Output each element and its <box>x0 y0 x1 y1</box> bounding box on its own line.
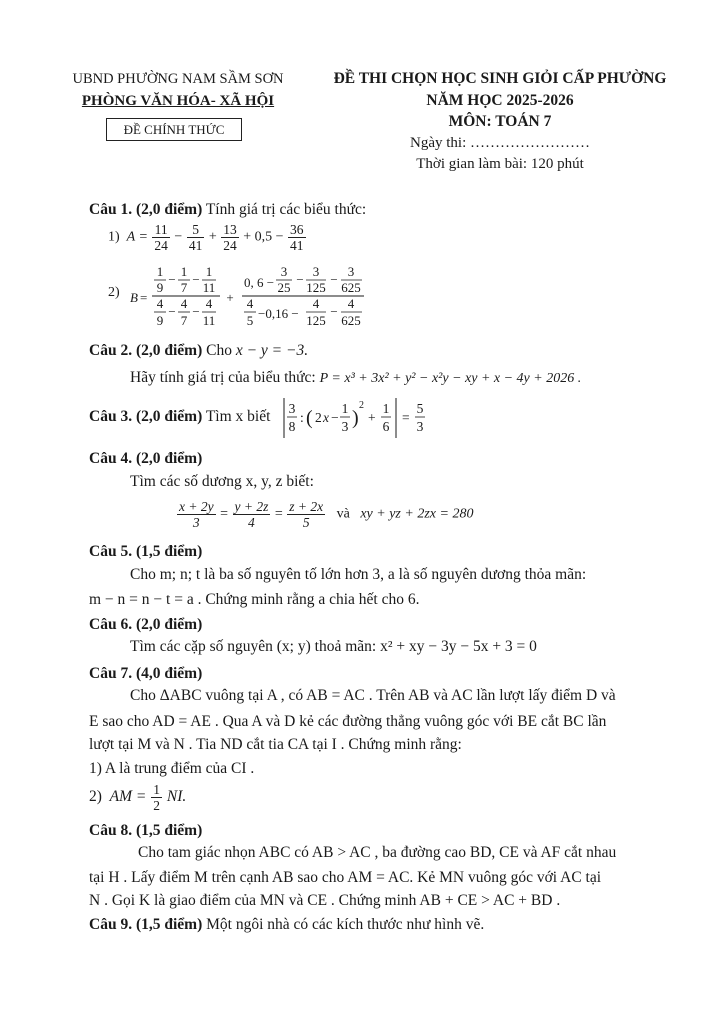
svg-text:1: 1 <box>180 264 188 279</box>
subject: MÔN: TOÁN 7 <box>448 113 552 130</box>
question-5-line-2: m − n = n − t = a . Chứng minh rằng a chia hết cho 6. <box>89 591 420 608</box>
question-2-text: Cho <box>206 342 232 359</box>
fraction: $\frac{x + 2y}{3}$ <box>179 499 214 530</box>
svg-text:3: 3 <box>288 401 296 416</box>
svg-text:0, 6 −: 0, 6 − <box>244 275 275 290</box>
school-year: NĂM HỌC 2025-2026 <box>426 91 574 109</box>
svg-text:25: 25 <box>277 280 291 295</box>
official-label: ĐỀ CHÍNH THỨC <box>106 118 242 141</box>
svg-text:1: 1 <box>205 264 213 279</box>
svg-text:4: 4 <box>205 296 213 311</box>
question-6-heading <box>89 614 669 636</box>
question-5-title: Câu 5. (1,5 điểm) <box>89 543 203 560</box>
svg-text:1: 1 <box>382 401 390 416</box>
question-9-text: Một ngôi nhà có các kích thước như hình vẽ. <box>206 916 485 933</box>
svg-text:−: − <box>168 272 176 287</box>
svg-text:2: 2 <box>315 410 322 425</box>
svg-text:−: − <box>330 304 338 319</box>
svg-text:+: + <box>226 290 234 305</box>
exam-date: Ngày thi: …………………… <box>410 134 590 151</box>
svg-text:−: − <box>192 304 200 319</box>
header-left <box>58 68 298 112</box>
question-7-heading <box>89 663 669 685</box>
svg-text:): ) <box>352 407 359 429</box>
question-7-part-2: 2) AM = $\frac{1}{2}$ NI. <box>89 782 187 813</box>
question-2-line-2: Hãy tính giá trị của biểu thức: P = x³ + 3x² + y² − x²y − xy + x − 4y + 2026 . <box>130 369 582 386</box>
question-2-title: Câu 2. (2,0 điểm) <box>89 342 203 359</box>
duration: Thời gian làm bài: 120 phút <box>416 156 584 172</box>
svg-text:11: 11 <box>202 280 216 295</box>
fraction: $\frac{11}{24}$ <box>154 222 168 253</box>
svg-text:3: 3 <box>416 419 424 434</box>
svg-text:−: − <box>330 272 338 287</box>
fraction: $\frac{5}{41}$ <box>188 222 203 253</box>
expr-label: A = <box>126 229 148 245</box>
question-7-part-1: 1) A là trung điểm của CI . <box>89 760 255 777</box>
svg-text:2: 2 <box>359 400 364 411</box>
b-label: B <box>130 290 138 305</box>
question-2-condition: x − y = −3. <box>235 342 309 359</box>
question-1-part-1: 1) A = $\frac{11}{24}$ − $\frac{5}{41}$ + $\frac{13}{24}$ + 0,5 − $\frac{36}{41}$ <box>108 222 304 253</box>
svg-text:+: + <box>368 410 376 425</box>
svg-text:125: 125 <box>306 280 326 295</box>
question-5-heading <box>89 541 669 563</box>
department-name: PHÒNG VĂN HÓA- XÃ HỘI <box>81 93 275 109</box>
svg-text:−0,16 −: −0,16 − <box>258 306 299 321</box>
svg-text:11: 11 <box>202 313 216 328</box>
svg-text:3: 3 <box>280 264 288 279</box>
svg-text:5: 5 <box>416 401 424 416</box>
question-7-title: Câu 7. (4,0 điểm) <box>89 665 203 682</box>
question-6-line-1: Tìm các cặp số nguyên (x; y) thoả mãn: x² + xy − 3y − 5x + 3 = 0 <box>130 638 537 655</box>
fraction: $\frac{36}{41}$ <box>290 222 304 253</box>
svg-text:4: 4 <box>347 296 355 311</box>
question-1-heading <box>89 199 669 221</box>
svg-text:125: 125 <box>306 313 326 328</box>
svg-text:6: 6 <box>382 419 390 434</box>
question-3-title: Câu 3. (2,0 điểm) <box>89 408 203 425</box>
svg-text:−: − <box>296 272 304 287</box>
fraction: $\frac{z + 2x}{5}$ <box>289 499 324 530</box>
svg-text:−: − <box>168 304 176 319</box>
equation-q3 <box>282 396 432 442</box>
svg-text:1: 1 <box>341 401 349 416</box>
svg-text:−: − <box>331 410 339 425</box>
question-1-part-2-label: 2) <box>108 285 120 300</box>
question-8-line-3: N . Gọi K là giao điểm của MN và CE . Chứng minh AB + CE > AC + BD . <box>89 892 561 909</box>
question-9-title: Câu 9. (1,5 điểm) <box>89 916 203 933</box>
svg-text:9: 9 <box>156 280 164 295</box>
svg-text:=: = <box>140 290 148 305</box>
question-7-line-2: E sao cho AD = AE . Qua A và D kẻ các đường thẳng vuông góc với BE cắt BC lần <box>89 713 607 730</box>
svg-text:−: − <box>192 272 200 287</box>
svg-text::: : <box>300 410 304 425</box>
svg-text:9: 9 <box>156 313 164 328</box>
svg-text:3: 3 <box>312 264 320 279</box>
question-4-equations: $\frac{x + 2y}{3}$ = $\frac{y + 2z}{4}$ = $\frac{z + 2x}{5}$ và xy + yz + 2zx = 280 <box>179 499 474 530</box>
svg-text:4: 4 <box>180 296 188 311</box>
question-4-text: Tìm các số dương x, y, z biết: <box>130 473 314 490</box>
question-8-title: Câu 8. (1,5 điểm) <box>89 822 203 839</box>
question-6-title: Câu 6. (2,0 điểm) <box>89 616 203 633</box>
svg-text:4: 4 <box>156 296 164 311</box>
authority-name: UBND PHƯỜNG NAM SẦM SƠN <box>72 71 284 87</box>
question-4-heading <box>89 448 669 470</box>
svg-text:3: 3 <box>341 419 349 434</box>
svg-text:625: 625 <box>341 313 361 328</box>
svg-text:7: 7 <box>180 280 188 295</box>
question-4-condition: xy + yz + 2zx = 280 <box>360 506 474 522</box>
header-right <box>300 68 700 176</box>
question-1-text: Tính giá trị các biểu thức: <box>205 201 367 218</box>
fraction: $\frac{13}{24}$ <box>223 222 237 253</box>
svg-text:4: 4 <box>246 296 254 311</box>
question-8-line-1: Cho tam giác nhọn ABC có AB > AC , ba đường cao BD, CE và AF cắt nhau <box>138 844 617 861</box>
question-9-heading <box>89 914 669 936</box>
svg-text:3: 3 <box>347 264 355 279</box>
fraction: $\frac{y + 2z}{4}$ <box>234 499 269 530</box>
question-8-heading <box>89 820 669 842</box>
question-8-line-2: tại H . Lấy điểm M trên cạnh AB sao cho AM = AC. Kẻ MN vuông góc với AC tại <box>89 869 602 886</box>
svg-text:625: 625 <box>341 280 361 295</box>
svg-text:x: x <box>323 410 329 425</box>
svg-text:=: = <box>402 410 410 425</box>
svg-text:7: 7 <box>180 313 188 328</box>
svg-text:4: 4 <box>312 296 320 311</box>
question-5-line-1: Cho m; n; t là ba số nguyên tố lớn hơn 3, a là số nguyên dương thỏa mãn: <box>130 566 587 583</box>
question-7-line-1: Cho ΔABC vuông tại A , có AB = AC . Trên AB và AC lần lượt lấy điểm D và <box>130 687 616 704</box>
svg-text:5: 5 <box>246 313 254 328</box>
fraction: $\frac{1}{2}$ <box>153 782 161 813</box>
exam-title: ĐỀ THI CHỌN HỌC SINH GIỎI CẤP PHƯỜNG <box>333 70 667 87</box>
question-3-text: Tìm x biết <box>205 408 271 425</box>
svg-text:(: ( <box>306 407 313 429</box>
question-7-line-3: lượt tại M và N . Tia ND cắt tia CA tại I . Chứng minh rằng: <box>89 736 462 753</box>
question-4-title: Câu 4. (2,0 điểm) <box>89 450 203 467</box>
question-1-title: Câu 1. (2,0 điểm) <box>89 201 203 218</box>
expression-p: P = x³ + 3x² + y² − x²y − xy + x − 4y + 2026 . <box>319 371 582 386</box>
question-2-heading <box>89 340 669 362</box>
svg-text:8: 8 <box>288 419 296 434</box>
expression-b <box>130 262 370 334</box>
svg-text:1: 1 <box>156 264 164 279</box>
part-label: 1) <box>108 229 120 245</box>
